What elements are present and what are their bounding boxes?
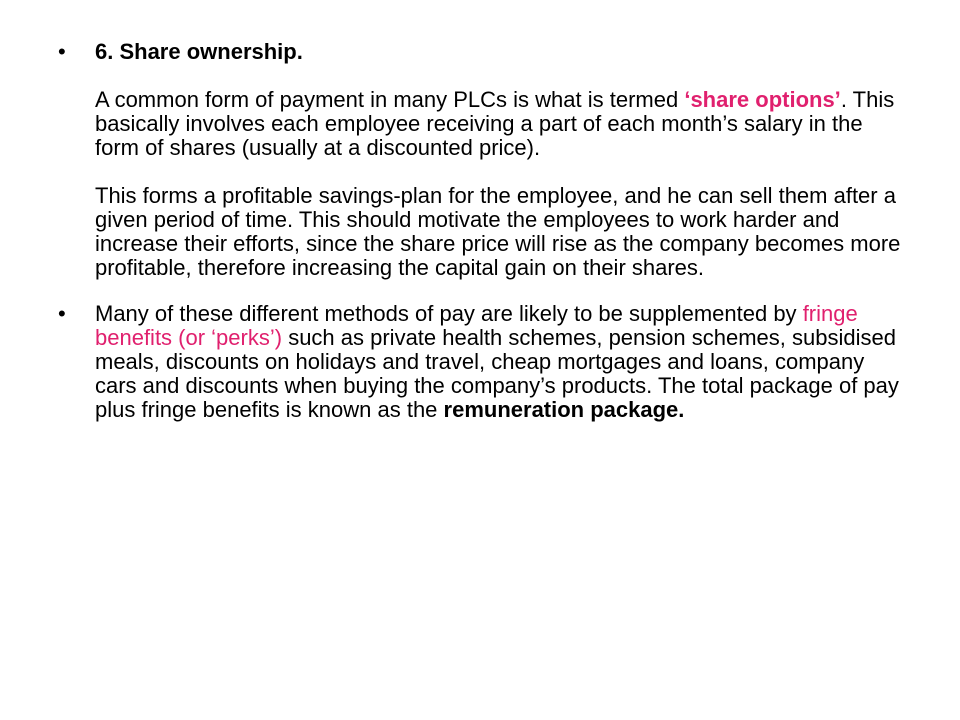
fringe-benefits-paragraph	[95, 302, 908, 422]
remuneration-package-term: remuneration package.	[443, 397, 685, 422]
fringe-benefits-text-middle: such as private health schemes, pension schemes, subsidised meals, discounts on holidays and travel, cheap mortgages and loans, company cars and discounts when buying the company’s products. The total package of pay plus fringe benefits is known as the	[95, 325, 899, 422]
bullet-list	[58, 40, 908, 422]
savings-plan-paragraph: This forms a profitable savings-plan for the employee, and he can sell them after a given period of time. This should motivate the employees to work harder and increase their efforts, since the share price will rise as the company becomes more profitable, therefore increasing the capital gain on their shares.	[95, 183, 901, 280]
bullet-dot-icon: •	[58, 301, 66, 326]
fringe-benefits-term: fringe benefits (or ‘perks’)	[95, 301, 858, 350]
share-options-text-end: . This basically involves each employee receiving a part of each month’s salary in the form of shares (usually at a discounted price).	[95, 87, 895, 160]
section-heading: 6. Share ownership.	[95, 39, 303, 64]
bullet-item-share-ownership	[58, 40, 908, 280]
share-options-paragraph	[95, 88, 908, 160]
share-options-text-start: A common form of payment in many PLCs is what is termed	[95, 87, 685, 112]
share-options-term: ‘share options’	[684, 87, 841, 112]
bullet-item-fringe-benefits	[58, 302, 908, 422]
bullet-dot-icon: •	[58, 39, 66, 64]
fringe-benefits-text-start: Many of these different methods of pay are likely to be supplemented by	[95, 301, 803, 326]
